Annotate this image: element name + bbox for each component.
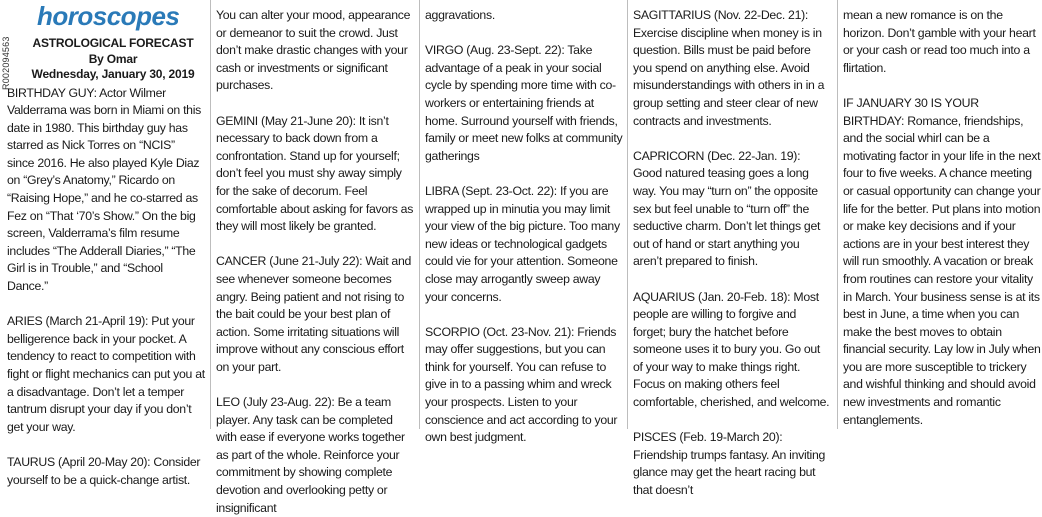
leo-paragraph: LEO (July 23-Aug. 22): Be a team player. Any task can be completed with ease if everyone works together as part of the whole. Reinforce your commitment by showing complete devotion and overlooking petty or insignificant (216, 395, 405, 515)
byline: By Omar (88, 51, 138, 66)
aquarius-paragraph: AQUARIUS (Jan. 20-Feb. 18): Most people are willing to forgive and forget; bury the hatchet before someone uses it to bury you. Go out of your way to make things right. Focus on making others feel comfortable, cherished, and welcome. (633, 289, 830, 410)
masthead: horoscopes (37, 1, 180, 31)
pisces-paragraph: PISCES (Feb. 19-March 20): Friendship trumps fantasy. An inviting glance may get the heart racing but that doesn’t (633, 430, 826, 498)
gemini-paragraph: GEMINI (May 21-June 20): It isn’t necessary to back down from a confrontation. Stand up for yourself; don’t feel you must shy away simply for the sake of decorum. Feel comfortable about asking for favors as they will most likely be granted. (216, 113, 414, 234)
column-divider (419, 0, 420, 429)
virgo-paragraph: VIRGO (Aug. 23-Sept. 22): Take advantage of a peak in your social cycle by spending more time with co-workers or entertaining friends at home. Surround yourself with friends, family or meet new folks at community gatherings (425, 43, 623, 163)
taurus-paragraph: TAURUS (April 20-May 20): Consider yourself to be a quick-change artist. (7, 454, 201, 487)
column-divider (210, 0, 211, 429)
column-4 (633, 7, 831, 498)
side-code: R002094563 (1, 36, 11, 90)
sagittarius-paragraph: SAGITTARIUS (Nov. 22-Dec. 21): Exercise discipline when money is in question. Bills must be paid before you spend on anything else. Avoid misunderstandings with others in in a group setting and steer clear of new contracts and investments. (633, 8, 825, 128)
column-divider (837, 0, 838, 429)
aries-paragraph: ARIES (March 21-April 19): Put your belligerence back in your pocket. A tendency to react to competition with fight or flight mechanics can put you at a disadvantage. Don’t let a temper tantrum disrupt your day if you don’t get your way. (7, 314, 205, 434)
date-line: Wednesday, January 30, 2019 (31, 67, 195, 81)
column-1 (7, 0, 205, 487)
libra-paragraph: LIBRA (Sept. 23-Oct. 22): If you are wrapped up in minutia you may limit your view of the big picture. Too many new ideas or technological gadgets could vie for your attention. Someone close may arrogantly sweep away your concerns. (425, 183, 620, 304)
page-title: ASTROLOGICAL FORECAST (32, 36, 194, 50)
column-2 (216, 7, 414, 515)
scorpio-paragraph: SCORPIO (Oct. 23-Nov. 21): Friends may offer suggestions, but you can think for yourself. You can refuse to give in to a passing whim and wreck your prospects. Listen to your conscience and act according to your own best judgment. (425, 324, 618, 445)
leo-continued: aggravations. (425, 8, 495, 22)
birthday-forecast-paragraph: IF JANUARY 30 IS YOUR BIRTHDAY: Romance, friendships, and the social whirl can be a motivating factor in your life in the next four to five weeks. A chance meeting or casual opportunity can change your life for the better. Put plans into motion or make key decisions and if your actions are in your best interest they will run smoothly. A vacation or break from routines can restore your vitality in March. Your business sense is at its best in June, a time when you can make the best moves to obtain financial security. Lay low in July when you are more susceptible to trickery and wishful thinking and should avoid new investments and romantic entanglements. (843, 95, 1041, 427)
taurus-continued: You can alter your mood, appearance or demeanor to suit the crowd. Just don’t make drastic changes with your cash or investments or significant purchases. (216, 8, 411, 93)
cancer-paragraph: CANCER (June 21-July 22): Wait and see whenever someone becomes angry. Being patient and not rising to the bait could be your best plan of action. Some irritating situations will improve without any conscious effort on your part. (216, 254, 412, 374)
column-5 (843, 7, 1041, 436)
header-block (21, 36, 205, 83)
column-3 (425, 7, 623, 445)
birthday-paragraph: BIRTHDAY GUY: Actor Wilmer Valderrama was born in Miami on this date in 1980. This birthday guy has starred as Nick Torres on “NCIS” since 2016. He also played Kyle Diaz on “Grey’s Anatomy,” Ricardo on “Raising Hope,” and he co-starred as Fez on “That ‘70’s Show.” On the big screen, Valderrama’s film resume includes “The Adderall Diaries,” “The Girl is in Trouble,” and “School Dance.” (7, 85, 202, 294)
capricorn-paragraph: CAPRICORN (Dec. 22-Jan. 19): Good natured teasing goes a long way. You may “turn on” the opposite sex but feel unable to “turn off” the seductive charm. Don’t let things get out of hand or start anything you aren’t prepared to finish. (633, 148, 821, 269)
pisces-continued: mean a new romance is on the horizon. Don’t gamble with your heart or your cash or read too much into a flirtation. (843, 8, 1036, 75)
column-divider (627, 0, 628, 429)
